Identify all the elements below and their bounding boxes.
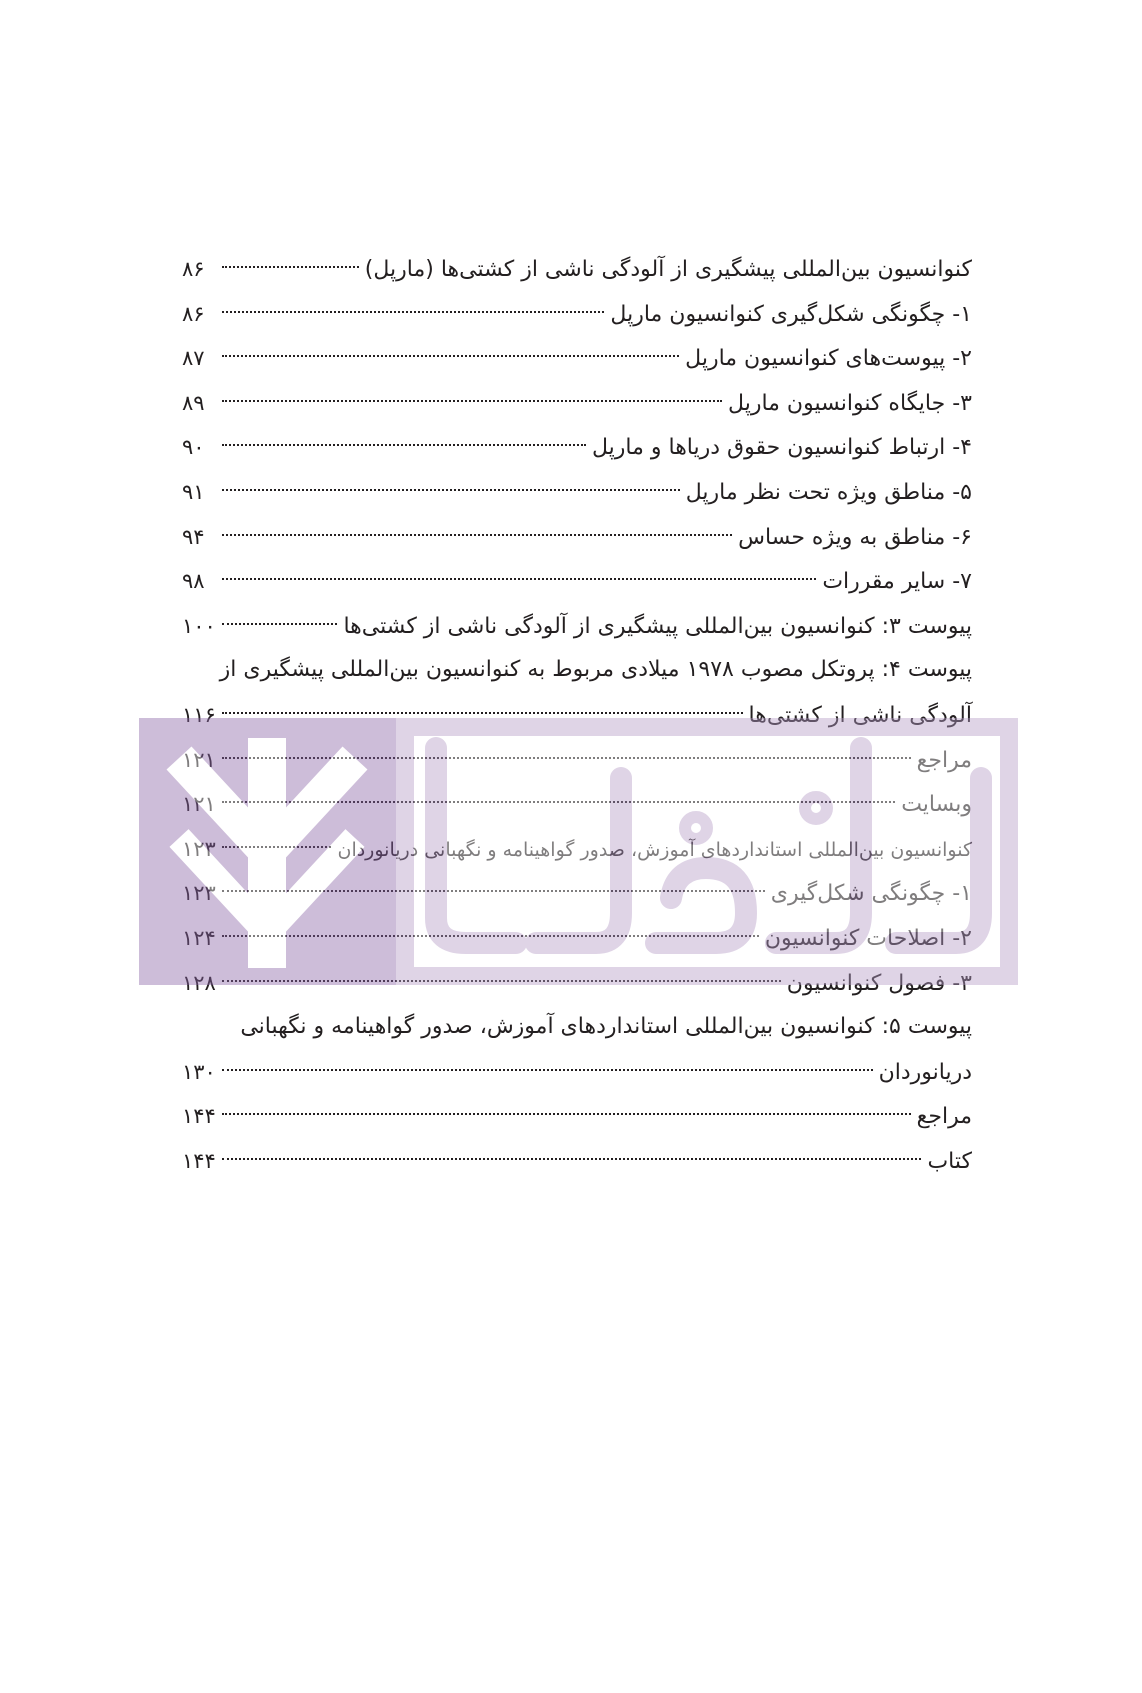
toc-entry-title-continued: دریانوردان <box>878 1059 972 1085</box>
toc-entry-page: ۱۴۴ <box>182 1104 216 1129</box>
toc-entry <box>182 292 972 337</box>
toc-entry <box>182 604 972 649</box>
toc-entry-title: ۳- فصول کنوانسیون <box>786 970 972 996</box>
toc-entry-page: ۹۴ <box>182 524 205 549</box>
toc-entry-title: مراجع <box>916 747 972 773</box>
toc-entry <box>182 961 972 1006</box>
toc-entry-title: پیوست ۵: کنوانسیون بین‌المللی استانداردهای آموزش، صدور گواهینامه و نگهبانی <box>240 1014 972 1040</box>
dot-leader <box>222 801 895 803</box>
toc-entry-title: ۲- اصلاحات کنوانسیون <box>764 925 972 951</box>
toc-entry-title: ۷- سایر مقررات <box>822 569 972 595</box>
toc-entry <box>182 1094 972 1139</box>
toc-entry-page: ۱۲۳ <box>182 881 216 906</box>
dot-leader <box>222 935 759 937</box>
toc-entry-page: ۸۹ <box>182 390 205 415</box>
dot-leader <box>222 623 337 625</box>
dot-leader <box>222 578 816 580</box>
toc-entry-page: ۱۲۴ <box>182 925 216 950</box>
dot-leader <box>222 489 680 491</box>
toc-entry-page: ۹۱ <box>182 479 205 504</box>
toc-entry-page: ۸۶ <box>182 301 205 326</box>
dot-leader <box>222 1069 873 1071</box>
toc-entry-title: پیوست ۴: پروتکل مصوب ۱۹۷۸ میلادی مربوط به کنوانسیون بین‌المللی پیشگیری از <box>219 657 972 683</box>
toc-entry-title: وبسایت <box>901 792 972 818</box>
toc-entry <box>182 247 972 292</box>
dot-leader <box>222 712 743 714</box>
dot-leader <box>222 534 732 536</box>
toc-entry-title-continued: آلودگی ناشی از کشتی‌ها <box>748 702 972 728</box>
toc-entry <box>182 827 972 872</box>
toc-entry-page: ۹۸ <box>182 569 205 594</box>
toc-entry <box>182 515 972 560</box>
dot-leader <box>222 846 331 848</box>
toc-entry-page: ۸۶ <box>182 257 205 281</box>
toc-entry <box>182 1139 972 1184</box>
toc-entry <box>182 336 972 381</box>
dot-leader <box>222 1113 911 1115</box>
toc-entry-first-line <box>182 1005 972 1050</box>
dot-leader <box>222 890 765 892</box>
toc-entry-title: ۴- ارتباط کنوانسیون حقوق دریاها و مارپل <box>591 435 972 461</box>
toc-entry-page: ۱۳۰ <box>182 1059 216 1084</box>
toc-entry-page: ۱۴۴ <box>182 1148 216 1173</box>
dot-leader <box>222 980 781 982</box>
toc-entry <box>182 381 972 426</box>
dot-leader <box>222 757 911 759</box>
toc-entry-title: پیوست ۳: کنوانسیون بین‌المللی پیشگیری از آلودگی ناشی از کشتی‌ها <box>343 613 972 639</box>
toc-entry <box>182 559 972 604</box>
dot-leader <box>222 444 586 446</box>
toc-entry-page: ۸۷ <box>182 346 205 371</box>
toc-entry-page: ۱۰۰ <box>182 613 216 638</box>
toc-entry <box>182 425 972 470</box>
toc-entry-first-line <box>182 648 972 693</box>
toc-entry <box>182 871 972 916</box>
toc-entry <box>182 782 972 827</box>
dot-leader <box>222 355 679 357</box>
dot-leader <box>222 311 604 313</box>
toc-entry <box>182 1050 972 1095</box>
table-of-contents <box>182 247 972 1183</box>
toc-entry-page: ۱۲۸ <box>182 970 216 995</box>
toc-entry-title: کتاب <box>927 1148 972 1174</box>
toc-entry-page: ۱۲۳ <box>182 836 216 861</box>
toc-entry-title: ۳- جایگاه کنوانسیون مارپل <box>728 390 972 416</box>
toc-entry-title: ۶- مناطق به ویژه حساس <box>738 524 972 550</box>
toc-entry-title: مراجع <box>916 1104 972 1130</box>
toc-entry-page: ۱۱۶ <box>182 702 216 727</box>
toc-entry-title: ۱- چگونگی شکل‌گیری <box>770 881 972 907</box>
toc-entry-page: ۹۰ <box>182 435 205 460</box>
toc-entry-title: ۲- پیوست‌های کنوانسیون مارپل <box>685 346 972 372</box>
toc-entry <box>182 693 972 738</box>
dot-leader <box>222 1158 921 1160</box>
toc-entry-title: کنوانسیون بین‌المللی پیشگیری از آلودگی ناشی از کشتی‌ها (مارپل) <box>364 257 972 282</box>
toc-entry-title: کنوانسیون بین‌المللی استانداردهای آموزش، صدور گواهینامه و نگهبانی دریانوردان <box>337 838 972 861</box>
toc-entry-title: ۵- مناطق ویژه تحت نظر مارپل <box>685 479 972 505</box>
dot-leader <box>222 400 722 402</box>
toc-entry-page: ۱۲۱ <box>182 747 216 772</box>
toc-entry <box>182 470 972 515</box>
toc-entry-title: ۱- چگونگی شکل‌گیری کنوانسیون مارپل <box>610 301 972 327</box>
toc-entry <box>182 738 972 783</box>
toc-entry-page: ۱۲۱ <box>182 792 216 817</box>
dot-leader <box>222 266 359 268</box>
toc-entry <box>182 916 972 961</box>
